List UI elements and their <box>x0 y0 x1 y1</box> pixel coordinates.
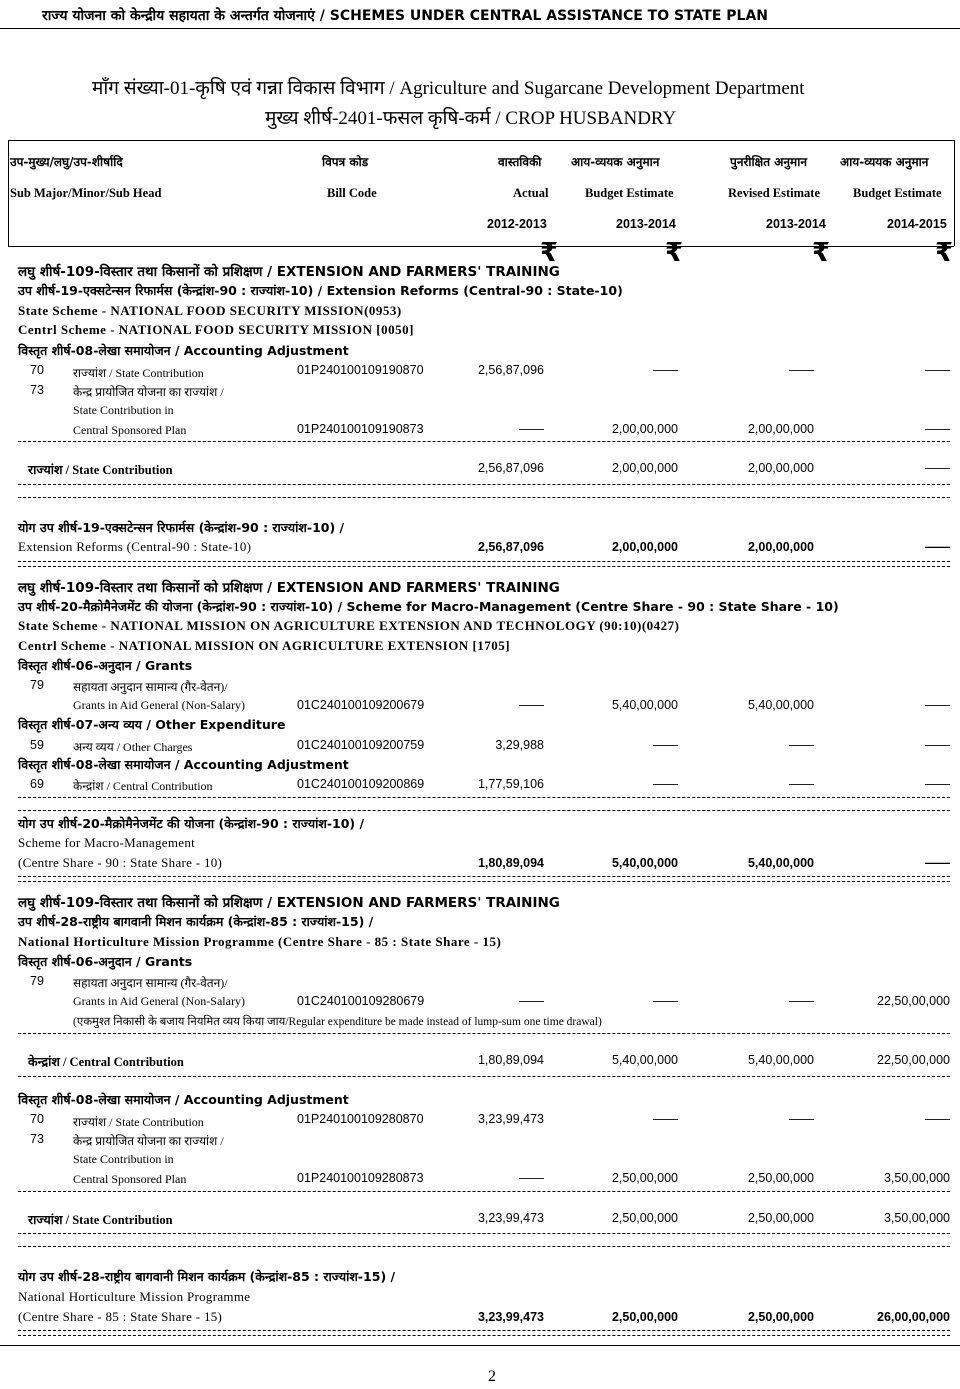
col-bill-hi: विपत्र कोड <box>322 155 369 169</box>
s3-note: (एकमुश्त निकासी के बजाय नियमित व्यय किया जाय/Regular expenditure be made instead of lump-sum one time drawal) <box>73 1016 602 1028</box>
s3-r79-be: —— <box>653 994 678 1008</box>
divider <box>18 810 950 811</box>
s1-central-scheme: Centrl Scheme - NATIONAL FOOD SECURITY MISSION [0050] <box>18 322 414 337</box>
s3-sc-be2: 3,50,00,000 <box>883 1211 950 1225</box>
divider <box>18 1033 950 1034</box>
s3-r79-re: —— <box>789 994 814 1008</box>
s2-r69-actual: 1,77,59,106 <box>477 777 544 791</box>
s1-sc-be: 2,00,00,000 <box>611 461 678 475</box>
s3-total-be2: 26,00,00,000 <box>877 1310 950 1324</box>
s1-detail-head: विस्तृत शीर्ष-08-लेखा समायोजन / Accounting Adjustment <box>18 343 349 358</box>
s3-r70-be: —— <box>653 1112 678 1126</box>
s3-r73-code: 73 <box>30 1132 44 1146</box>
s2-minor-head: लघु शीर्ष-109-विस्तार तथा किसानों को प्रशिक्षण / EXTENSION AND FARMERS' TRAINING <box>18 580 560 596</box>
s1-total-re: 2,00,00,000 <box>747 540 814 554</box>
s3-r79-actual: —— <box>519 994 544 1008</box>
s3-r79-label-en: Grants in Aid General (Non-Salary) <box>73 994 245 1008</box>
s1-r70-re: —— <box>789 363 814 377</box>
s2-r69-be2: —— <box>925 777 950 791</box>
divider <box>18 497 950 498</box>
s1-total-be2: —— <box>925 540 950 554</box>
s3-r79-code: 79 <box>30 974 44 988</box>
col-re-hi: पुनरीक्षित अनुमान <box>730 155 807 169</box>
s3-sc-actual: 3,23,99,473 <box>477 1211 544 1225</box>
s1-sc-actual: 2,56,87,096 <box>477 461 544 475</box>
s1-minor-head: लघु शीर्ष-109-विस्तार तथा किसानों को प्रशिक्षण / EXTENSION AND FARMERS' TRAINING <box>18 264 560 280</box>
s3-r70-re: —— <box>789 1112 814 1126</box>
s2-detail-grants: विस्तृत शीर्ष-06-अनुदान / Grants <box>18 658 193 673</box>
s3-central-contribution-label: केन्द्रांश / Central Contribution <box>28 1055 184 1069</box>
s3-r70-be2: —— <box>925 1112 950 1126</box>
col-actual-en: Actual <box>513 186 549 200</box>
s3-r73-actual: —— <box>519 1171 544 1185</box>
s2-total-be2: —— <box>925 856 950 870</box>
s1-r73-actual: —— <box>519 422 544 436</box>
col-re-en: Revised Estimate <box>728 186 820 200</box>
header-top-rule <box>8 140 954 141</box>
s2-central-scheme: Centrl Scheme - NATIONAL MISSION ON AGRICULTURE EXTENSION [1705] <box>18 638 511 653</box>
s1-state-scheme: State Scheme - NATIONAL FOOD SECURITY MISSION(0953) <box>18 303 402 318</box>
s3-sub-head: उप शीर्ष-28-राष्ट्रीय बागवानी मिशन कार्यक्रम (केन्द्रांश-85 : राज्यांश-15) / <box>18 914 374 929</box>
s2-detail-other: विस्तृत शीर्ष-07-अन्य व्यय / Other Expenditure <box>18 717 286 732</box>
s2-r59-re: —— <box>789 738 814 752</box>
s3-total-label-en2: (Centre Share - 85 : State Share - 15) <box>18 1309 223 1324</box>
s1-state-contribution-label: राज्यांश / State Contribution <box>28 463 173 477</box>
s3-r79-be2: 22,50,00,000 <box>877 994 950 1008</box>
s3-r79-bill: 01C240100109280679 <box>297 994 425 1008</box>
s2-r79-code: 79 <box>30 678 44 692</box>
header-left-rule <box>8 140 9 246</box>
s3-r73-label-hi: केन्द्र प्रायोजित योजना का राज्यांश / <box>73 1134 224 1148</box>
s2-r79-be: 5,40,00,000 <box>611 698 678 712</box>
s3-detail-accounting: विस्तृत शीर्ष-08-लेखा समायोजन / Accounting Adjustment <box>18 1092 349 1107</box>
s3-r73-be2: 3,50,00,000 <box>883 1171 950 1185</box>
col-actual-hi: वास्तविकी <box>498 155 542 169</box>
s1-r73-be: 2,00,00,000 <box>611 422 678 436</box>
s3-r70-actual: 3,23,99,473 <box>477 1112 544 1126</box>
s1-sub-head: उप शीर्ष-19-एक्सटेन्सन रिफार्मस (केन्द्रांश-90 : राज्यांश-10) / Extension Reforms (Central-90 : State-10) <box>18 283 623 298</box>
s3-total-label-en1: National Horticulture Mission Programme <box>18 1289 251 1304</box>
divider <box>18 1330 950 1331</box>
divider <box>18 1335 950 1336</box>
s1-total-label: योग उप शीर्ष-19-एक्सटेन्सन रिफार्मस (केन्द्रांश-90 : राज्यांश-10) / <box>18 520 345 535</box>
s1-r73-label-hi: केन्द्र प्रायोजित योजना का राज्यांश / <box>73 385 224 399</box>
divider <box>18 1246 950 1247</box>
s3-cc-re: 5,40,00,000 <box>747 1053 814 1067</box>
s2-r59-actual: 3,29,988 <box>495 738 544 752</box>
col-head-en: Sub Major/Minor/Sub Head <box>10 186 162 200</box>
s3-r73-be: 2,50,00,000 <box>611 1171 678 1185</box>
s1-r73-re: 2,00,00,000 <box>747 422 814 436</box>
s1-r70-be: —— <box>653 363 678 377</box>
s1-r73-bill: 01P240100109190873 <box>297 422 424 436</box>
s1-r73-code: 73 <box>30 383 44 397</box>
s2-r79-label-hi: सहायता अनुदान सामान्य (गैर-वेतन)/ <box>73 680 228 694</box>
s3-cc-actual: 1,80,89,094 <box>477 1053 544 1067</box>
col-be-hi: आय-व्ययक अनुमान <box>571 155 660 169</box>
s3-total-be: 2,50,00,000 <box>611 1310 678 1324</box>
s2-r79-label-en: Grants in Aid General (Non-Salary) <box>73 698 245 712</box>
s1-r70-bill: 01P240100109190870 <box>297 363 424 377</box>
s3-r70-label: राज्यांश / State Contribution <box>73 1115 204 1129</box>
rupee-icon-be: ₹ <box>665 238 684 268</box>
divider <box>18 881 950 882</box>
divider <box>18 561 950 562</box>
divider <box>18 876 950 877</box>
rupee-icon-be2: ₹ <box>935 238 954 268</box>
s1-total-be: 2,00,00,000 <box>611 540 678 554</box>
s2-r59-code: 59 <box>30 738 44 752</box>
col-be2-hi: आय-व्ययक अनुमान <box>840 155 929 169</box>
col-head-hi: उप-मुख्य/लघु/उप-शीर्षादि <box>10 155 123 169</box>
s3-r79-label-hi: सहायता अनुदान सामान्य (गैर-वेतन)/ <box>73 976 228 990</box>
year-actual: 2012-2013 <box>487 217 547 231</box>
s1-r70-label: राज्यांश / State Contribution <box>73 366 204 380</box>
s3-r73-bill: 01P240100109280873 <box>297 1171 424 1185</box>
s1-r70-code: 70 <box>30 363 44 377</box>
col-bill-en: Bill Code <box>327 186 377 200</box>
s3-minor-head: लघु शीर्ष-109-विस्तार तथा किसानों को प्रशिक्षण / EXTENSION AND FARMERS' TRAINING <box>18 895 560 911</box>
s1-r73-label-en1: State Contribution in <box>73 403 174 417</box>
s3-state-contribution-label: राज्यांश / State Contribution <box>28 1213 173 1227</box>
s1-r73-label-en2: Central Sponsored Plan <box>73 423 187 437</box>
demand-title: माँग संख्या-01-कृषि एवं गन्ना विकास विभाग / Agriculture and Sugarcane Development Department <box>92 78 805 99</box>
footer-rule <box>0 1345 960 1346</box>
s1-sc-be2: —— <box>925 461 950 475</box>
s2-r69-code: 69 <box>30 777 44 791</box>
page-title: राज्य योजना को केन्द्रीय सहायता के अन्तर्गत योजनाएं / SCHEMES UNDER CENTRAL ASSISTANCE TO STATE PLAN <box>42 8 769 24</box>
rupee-icon-actual: ₹ <box>540 238 559 268</box>
divider <box>18 1191 950 1192</box>
s2-total-label-en1: Scheme for Macro-Management <box>18 835 196 850</box>
s3-total-actual: 3,23,99,473 <box>477 1310 544 1324</box>
s2-r69-label: केन्द्रांश / Central Contribution <box>73 779 213 793</box>
s3-total-re: 2,50,00,000 <box>747 1310 814 1324</box>
s1-r70-actual: 2,56,87,096 <box>477 363 544 377</box>
year-be: 2013-2014 <box>616 217 676 231</box>
s1-sc-re: 2,00,00,000 <box>747 461 814 475</box>
rupee-icon-re: ₹ <box>812 238 831 268</box>
s2-r79-be2: —— <box>925 698 950 712</box>
major-head-title: मुख्य शीर्ष-2401-फसल कृषि-कर्म / CROP HUSBANDRY <box>265 108 677 129</box>
s2-r69-re: —— <box>789 777 814 791</box>
s2-r79-actual: —— <box>519 698 544 712</box>
s3-r73-label-en1: State Contribution in <box>73 1152 174 1166</box>
divider <box>18 1076 950 1077</box>
s3-r70-code: 70 <box>30 1112 44 1126</box>
s3-r73-re: 2,50,00,000 <box>747 1171 814 1185</box>
s2-r59-be2: —— <box>925 738 950 752</box>
divider <box>18 484 950 485</box>
s2-r69-bill: 01C240100109200869 <box>297 777 425 791</box>
s3-sc-be: 2,50,00,000 <box>611 1211 678 1225</box>
divider <box>18 1233 950 1234</box>
s2-r79-bill: 01C240100109200679 <box>297 698 425 712</box>
title-rule <box>0 28 960 29</box>
s2-total-actual: 1,80,89,094 <box>477 856 544 870</box>
s2-sub-head: उप शीर्ष-20-मैक्रोमैनेजमेंट की योजना (केन्द्रांश-90 : राज्यांश-10) / Scheme for Macro-Management (Centre Share - 90 : State Share - 10) <box>18 599 839 614</box>
s2-total-be: 5,40,00,000 <box>611 856 678 870</box>
header-right-rule <box>954 140 955 246</box>
s3-sub-head-en: National Horticulture Mission Programme (Centre Share - 85 : State Share - 15) <box>18 934 502 949</box>
s3-total-label: योग उप शीर्ष-28-राष्ट्रीय बागवानी मिशन कार्यक्रम (केन्द्रांश-85 : राज्यांश-15) / <box>18 1269 396 1284</box>
divider <box>18 797 950 798</box>
s2-r59-be: —— <box>653 738 678 752</box>
s3-sc-re: 2,50,00,000 <box>747 1211 814 1225</box>
s1-r70-be2: —— <box>925 363 950 377</box>
s3-r73-label-en2: Central Sponsored Plan <box>73 1172 187 1186</box>
s2-r69-be: —— <box>653 777 678 791</box>
s2-total-re: 5,40,00,000 <box>747 856 814 870</box>
s1-r73-be2: —— <box>925 422 950 436</box>
col-be-en: Budget Estimate <box>585 186 674 200</box>
s2-total-label-en2: (Centre Share - 90 : State Share - 10) <box>18 855 223 870</box>
s3-detail-grants: विस्तृत शीर्ष-06-अनुदान / Grants <box>18 954 193 969</box>
s2-state-scheme: State Scheme - NATIONAL MISSION ON AGRICULTURE EXTENSION AND TECHNOLOGY (90:10)(0427) <box>18 618 680 633</box>
s2-r59-bill: 01C240100109200759 <box>297 738 425 752</box>
s2-r59-label: अन्य व्यय / Other Charges <box>73 740 193 754</box>
s2-total-label: योग उप शीर्ष-20-मैक्रोमैनेजमेंट की योजना (केन्द्रांश-90 : राज्यांश-10) / <box>18 816 365 831</box>
s1-total-label-en: Extension Reforms (Central-90 : State-10) <box>18 539 252 554</box>
divider <box>18 566 950 567</box>
s3-cc-be: 5,40,00,000 <box>611 1053 678 1067</box>
s2-detail-accounting: विस्तृत शीर्ष-08-लेखा समायोजन / Accounting Adjustment <box>18 757 349 772</box>
year-re: 2013-2014 <box>766 217 826 231</box>
divider <box>18 441 950 442</box>
year-be2: 2014-2015 <box>887 217 947 231</box>
s1-total-actual: 2,56,87,096 <box>477 540 544 554</box>
col-be2-en: Budget Estimate <box>853 186 942 200</box>
s2-r79-re: 5,40,00,000 <box>747 698 814 712</box>
s3-r70-bill: 01P240100109280870 <box>297 1112 424 1126</box>
s3-cc-be2: 22,50,00,000 <box>877 1053 950 1067</box>
page-number: 2 <box>488 1368 496 1385</box>
